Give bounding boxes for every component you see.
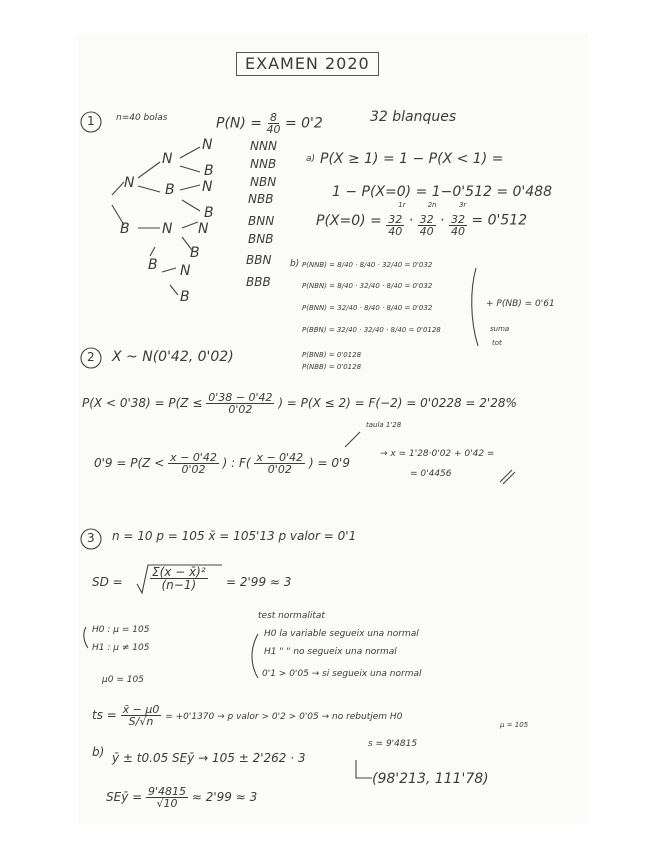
q1b-label: b) [290,259,300,269]
outcome-item: BNN [248,214,275,228]
q2-result: = 0'4456 [410,469,452,479]
q1b-item: P(BNN) = 32/40 · 8/40 · 8/40 = 0'032 [302,304,433,312]
hypothesis-brace [84,627,88,648]
tree-node: N [124,175,135,191]
tree-node: B [180,289,190,305]
q3-h0: H0 : µ = 105 [92,625,150,635]
tree-node: N [180,263,191,279]
normality-brace [252,634,258,678]
tree-node: B [165,182,175,198]
q1a-line2: 1 − P(X=0) = 1−0'512 = 0'488 [332,184,552,200]
tree-node: B [148,257,158,273]
outcome-item: NNN [250,139,277,153]
q1b-item: P(BNB) = 0'0128 [302,351,362,359]
tree-node: N [202,137,213,153]
q1b-item: P(BBN) = 32/40 · 32/40 · 8/40 = 0'0128 [302,326,441,334]
outcome-item: BNB [248,232,274,246]
outcome-item: NBB [248,192,274,206]
outcome-item: NBN [250,175,277,189]
q1-pn-formula: P(N) = $\frac{8}{40}$ = 0'2 [216,111,323,136]
outcome-item: BBN [246,253,272,267]
q1b-note-tot: tot [492,339,502,347]
q1b-item: P(NBN) = 8/40 · 32/40 · 8/40 = 0'032 [302,282,433,290]
q3-normality-h1: H1 " " no segueix una normal [264,647,397,657]
tree-node: B [120,221,130,237]
q1b-item: P(NNB) = 8/40 · 8/40 · 32/40 = 0'032 [302,261,433,269]
q3b-sey-line: SEȳ = $\frac{9'4815}{√10}$ ≈ 2'99 ≈ 3 [106,785,258,810]
answer-check [500,470,515,484]
q3-normality-conclusion: 0'1 > 0'05 → si segueix una normal [262,669,422,679]
tree-node: N [162,221,173,237]
q1b-note-suma: suma [490,325,510,333]
q2-distribution: X ~ N(0'42, 0'02) [112,349,234,365]
tree-node: N [198,221,209,237]
q1-total-balls: n=40 bolas [116,113,168,123]
q1a-line1: P(X ≥ 1) = 1 − P(X < 1) = [320,151,504,167]
q3-header: n = 10 p = 105 x̄ = 105'13 p valor = 0'1 [112,529,357,543]
q3-sd-lhs: SD = [92,575,123,589]
tree-node: B [204,163,214,179]
q3b-label: b) [92,745,105,759]
q3-normality-h0: H0 la variable segueix una normal [264,629,419,639]
q1-white-count: 32 blanques [370,109,457,125]
q2-line1: P(X < 0'38) = P(Z ≤ $\frac{0'38 - 0'42}{0'02}$ ) = P(X ≤ 2) = F(−2) = 0'0228 = 2'28% [82,391,517,416]
q3-number: 3 [87,531,95,545]
tree-node: B [190,245,200,261]
tree-node: B [204,205,214,221]
tree-node: N [202,179,213,195]
taula-arrow [345,432,360,447]
q3-mu105: µ = 105 [500,721,529,729]
outcome-item: BBB [246,275,271,289]
q1a-label: a) [306,154,316,164]
q2-number: 2 [87,350,95,364]
q2-line2: 0'9 = P(Z < $\frac{x - 0'42}{0'02}$ ) : F( $\frac{x - 0'42}{0'02}$ ) = 0'9 [94,451,350,476]
q1a-line3: P(X=0) = 1r $\frac{32}{40}$ · 2n $\frac{32}{40}$ · 3r $\frac{32}{40}$ = 0'512 [316,201,528,238]
q1b-sum: + P(NB) = 0'61 [486,299,555,309]
q3-ts-line: ts = $\frac{\text{x̄ − µ0}}{S/√n}$ = +0'1370 → p valor > 0'2 > 0'05 → no rebutjem H0 [92,703,403,728]
q3b-confidence-interval: (98'213, 111'78) [372,771,489,787]
sum-brace [472,268,478,346]
ci-bracket [356,760,372,778]
q3b-interval-formula: ȳ ± t0.05 SEȳ → 105 ± 2'262 · 3 [112,751,306,765]
q1b-item: P(NBB) = 0'0128 [302,363,362,371]
q3-sd-rhs: = 2'99 ≈ 3 [226,575,292,589]
q2-table-note: taula 1'28 [366,421,402,429]
q3-h1: H1 : µ ≠ 105 [92,643,150,653]
q3-mu0: µ0 = 105 [102,675,144,685]
q2-solve: → x = 1'28·0'02 + 0'42 = [380,449,495,459]
exam-title: EXAMEN 2020 [236,52,379,76]
outcome-item: NNB [250,157,277,171]
tree-node: N [162,151,173,167]
q3b-s-value: s = 9'4815 [368,739,418,749]
q1-number: 1 [87,114,95,128]
q3-sd-fraction: $\frac{\text{Σ(x − x̄)²}}{(n-1)}$ [152,565,206,592]
q3-normality-test: test normalitat [258,611,325,621]
